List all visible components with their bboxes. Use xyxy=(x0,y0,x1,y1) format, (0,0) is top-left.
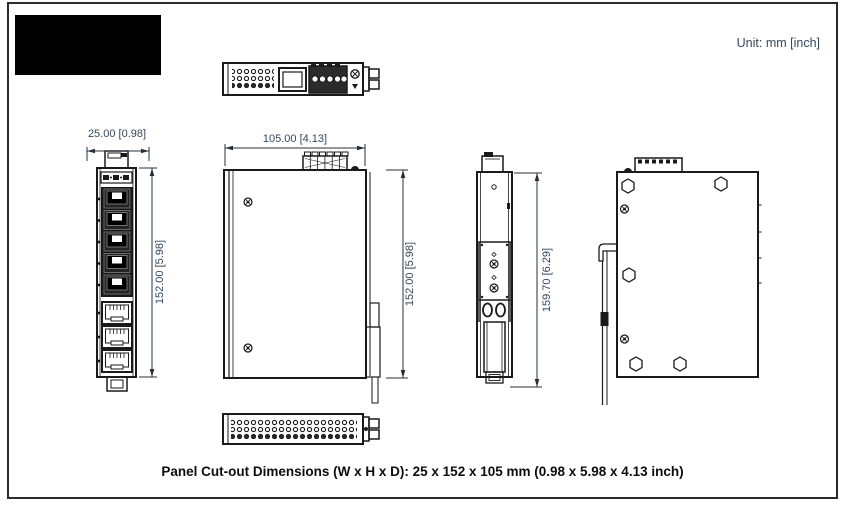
vent-hole-icon xyxy=(232,82,274,89)
din-rail-clip-icon xyxy=(484,322,505,383)
vent-hole-icon xyxy=(232,68,274,82)
screw-icon xyxy=(621,335,629,343)
hex-socket-icon xyxy=(630,357,642,371)
rj45-port-icon xyxy=(279,68,306,91)
screw-icon xyxy=(621,205,629,213)
led-indicator-icon xyxy=(98,336,101,339)
dim-side-height: 152.00 [5.98] xyxy=(404,241,416,307)
screw-icon xyxy=(244,198,252,206)
cable-hole-icon xyxy=(483,304,492,317)
screw-icon xyxy=(624,168,632,172)
dim-side-width: 105.00 [4.13] xyxy=(262,133,328,145)
sc-fiber-connector-icon xyxy=(363,417,379,441)
led-indicator-icon xyxy=(98,219,101,222)
terminal-block-icon xyxy=(303,152,348,170)
dim-front-height: 152.00 [5.98] xyxy=(154,239,166,305)
hex-socket-icon xyxy=(623,268,635,282)
vent-hole-icon xyxy=(231,418,357,432)
screw-icon xyxy=(490,260,498,268)
din-rail-clip-icon xyxy=(482,152,503,172)
vent-hole-icon xyxy=(231,432,357,439)
rear-view xyxy=(477,152,512,383)
screw-icon xyxy=(490,284,498,292)
rj45-port-icon xyxy=(104,254,130,273)
led-indicator-icon xyxy=(98,241,101,244)
rj45-port-icon xyxy=(102,302,132,324)
side-view xyxy=(224,152,380,403)
top-view xyxy=(223,62,379,95)
unit-label: Unit: mm [inch] xyxy=(736,36,820,50)
hex-socket-icon xyxy=(715,177,727,191)
rj45-port-icon xyxy=(104,189,130,208)
led-indicator-icon xyxy=(98,262,101,265)
screw-icon xyxy=(351,70,359,89)
hex-socket-icon xyxy=(622,179,634,193)
sc-fiber-connector-icon xyxy=(363,67,379,91)
rj45-port-icon xyxy=(104,211,130,230)
din-rail-clip-icon xyxy=(599,244,617,405)
screw-icon xyxy=(244,344,252,352)
hex-socket-icon xyxy=(674,357,686,371)
screw-icon xyxy=(492,185,496,189)
rj45-port-icon xyxy=(102,350,132,372)
led-indicator-icon xyxy=(98,360,101,363)
back-view xyxy=(599,158,762,405)
dim-rear-height: 159.70 [6.29] xyxy=(541,247,553,313)
terminal-block-icon xyxy=(309,62,347,93)
panel-cutout-caption: Panel Cut-out Dimensions (W x H x D): 25 x 152 x 105 mm (0.98 x 5.98 x 4.13 inch) xyxy=(161,464,684,479)
din-rail-clip-icon xyxy=(366,172,380,403)
led-indicator-icon xyxy=(98,312,101,315)
terminal-block-icon xyxy=(635,158,682,172)
screw-icon xyxy=(351,166,359,170)
led-indicator-icon xyxy=(98,198,101,201)
front-view xyxy=(97,151,136,391)
terminal-block-icon xyxy=(101,172,132,183)
mounting-plate xyxy=(479,242,510,300)
led-indicator-icon xyxy=(98,284,101,287)
din-rail-clip-icon xyxy=(107,377,127,391)
cable-hole-icon xyxy=(496,304,505,317)
rj45-port-icon xyxy=(102,326,132,348)
rj45-port-icon xyxy=(104,232,130,251)
bottom-view xyxy=(223,414,379,444)
din-rail-clip-icon xyxy=(105,151,128,168)
rj45-port-icon xyxy=(104,275,130,294)
dim-front-width: 25.00 [0.98] xyxy=(87,128,147,140)
